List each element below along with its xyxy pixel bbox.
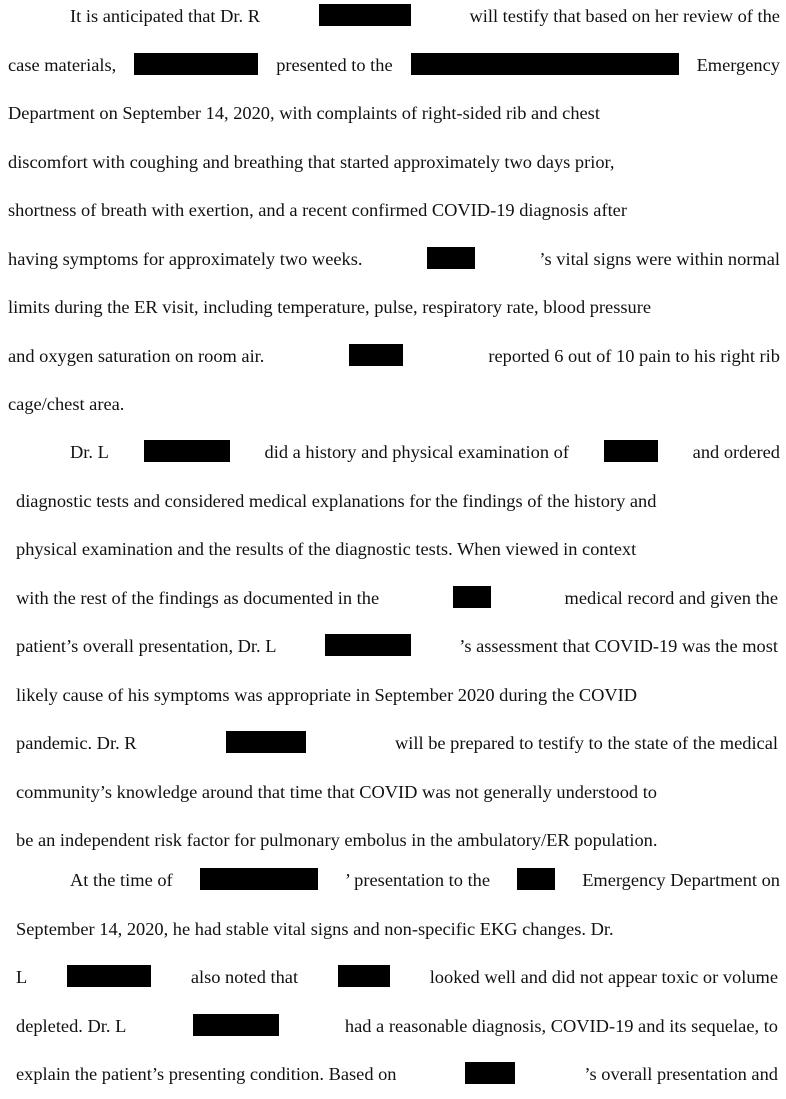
text-line xyxy=(16,963,778,991)
redaction-block xyxy=(338,965,390,987)
redaction-block xyxy=(349,344,403,366)
text-segment: also noted that xyxy=(190,967,299,987)
text-segment: will be prepared to testify to the state of the medical xyxy=(394,733,778,753)
text-line xyxy=(16,729,778,757)
text-segment: Emergency Department on xyxy=(582,870,780,890)
redaction-block xyxy=(604,440,658,462)
text-segment: with the rest of the findings as documented in the xyxy=(16,587,380,608)
text-segment: physical examination and the results of the diagnostic tests. When viewed in context xyxy=(16,539,637,559)
text-segment: pandemic. Dr. R xyxy=(16,733,137,753)
text-segment: explain the patient’s presenting condition. Based on xyxy=(16,1064,397,1084)
redaction-block xyxy=(319,4,411,26)
text-segment: L xyxy=(16,967,28,987)
text-segment: and oxygen saturation on room air. xyxy=(8,345,265,366)
redaction-block xyxy=(200,868,318,890)
text-line xyxy=(16,535,778,563)
text-line xyxy=(16,584,778,612)
text-segment: medical record and given the xyxy=(564,587,778,608)
redaction-block xyxy=(144,440,230,462)
text-segment: looked well and did not appear toxic or volume xyxy=(429,967,778,987)
redaction-block xyxy=(193,1014,279,1036)
redaction-block xyxy=(67,965,151,987)
text-segment: presented to the xyxy=(276,54,393,75)
text-segment: cage/chest area. xyxy=(8,394,125,414)
text-segment: be an independent risk factor for pulmonary embolus in the ambulatory/ER population. xyxy=(16,830,658,850)
text-segment: depleted. Dr. L xyxy=(16,1015,127,1036)
text-segment: Emergency xyxy=(696,54,780,75)
redaction-block xyxy=(517,868,555,890)
text-line xyxy=(8,196,780,224)
text-segment: patient’s overall presentation, Dr. L xyxy=(16,636,277,656)
text-segment: did a history and physical examination of xyxy=(264,442,569,462)
text-line xyxy=(8,99,780,127)
redaction-block xyxy=(427,247,475,269)
text-segment: ’s vital signs were within normal xyxy=(539,248,780,269)
redaction-block xyxy=(134,53,258,75)
redaction-block xyxy=(325,634,411,656)
text-segment: reported 6 out of 10 pain to his right rib xyxy=(488,345,780,366)
text-segment: ’ presentation to the xyxy=(344,870,491,890)
text-segment: ’s assessment that COVID-19 was the most xyxy=(459,636,778,656)
text-line xyxy=(16,681,778,709)
text-line xyxy=(16,1060,778,1088)
text-line xyxy=(16,487,778,515)
text-segment: discomfort with coughing and breathing that started approximately two days prior, xyxy=(8,151,615,172)
text-segment: likely cause of his symptoms was appropriate in September 2020 during the COVID xyxy=(16,684,638,705)
text-line xyxy=(8,293,780,321)
text-segment: Dr. L xyxy=(70,442,109,462)
text-line xyxy=(8,342,780,370)
redaction-block xyxy=(226,731,306,753)
text-line xyxy=(70,866,780,894)
text-segment: had a reasonable diagnosis, COVID-19 and its sequelae, to xyxy=(344,1015,778,1036)
text-line xyxy=(16,826,778,854)
text-line xyxy=(16,778,778,806)
text-segment: shortness of breath with exertion, and a recent confirmed COVID-19 diagnosis after xyxy=(8,200,627,220)
text-line xyxy=(16,632,778,660)
text-segment: and ordered xyxy=(692,442,780,462)
text-line xyxy=(16,1012,778,1040)
redaction-block xyxy=(465,1062,515,1084)
text-line xyxy=(8,390,780,418)
text-line xyxy=(70,2,780,30)
text-segment: community’s knowledge around that time that COVID was not generally understood to xyxy=(16,781,657,802)
text-segment: case materials, xyxy=(8,54,117,75)
redaction-block xyxy=(411,53,679,75)
text-segment: ’s overall presentation and xyxy=(584,1064,778,1084)
text-segment: limits during the ER visit, including temperature, pulse, respiratory rate, blood pressure xyxy=(8,297,652,317)
text-segment: Department on September 14, 2020, with complaints of right-sided rib and chest xyxy=(8,103,600,123)
text-segment: diagnostic tests and considered medical explanations for the findings of the history and xyxy=(16,490,657,511)
text-segment: September 14, 2020, he had stable vital signs and non-specific EKG changes. Dr. xyxy=(16,918,614,939)
text-segment: will testify that based on her review of the xyxy=(469,6,780,26)
text-segment: At the time of xyxy=(70,870,173,890)
text-line xyxy=(70,438,780,466)
redaction-block xyxy=(453,586,491,608)
text-line xyxy=(8,148,780,176)
text-segment: having symptoms for approximately two weeks. xyxy=(8,248,363,269)
text-line xyxy=(16,915,778,943)
text-line xyxy=(8,51,780,79)
text-segment: It is anticipated that Dr. R xyxy=(70,6,260,26)
text-line xyxy=(8,245,780,273)
